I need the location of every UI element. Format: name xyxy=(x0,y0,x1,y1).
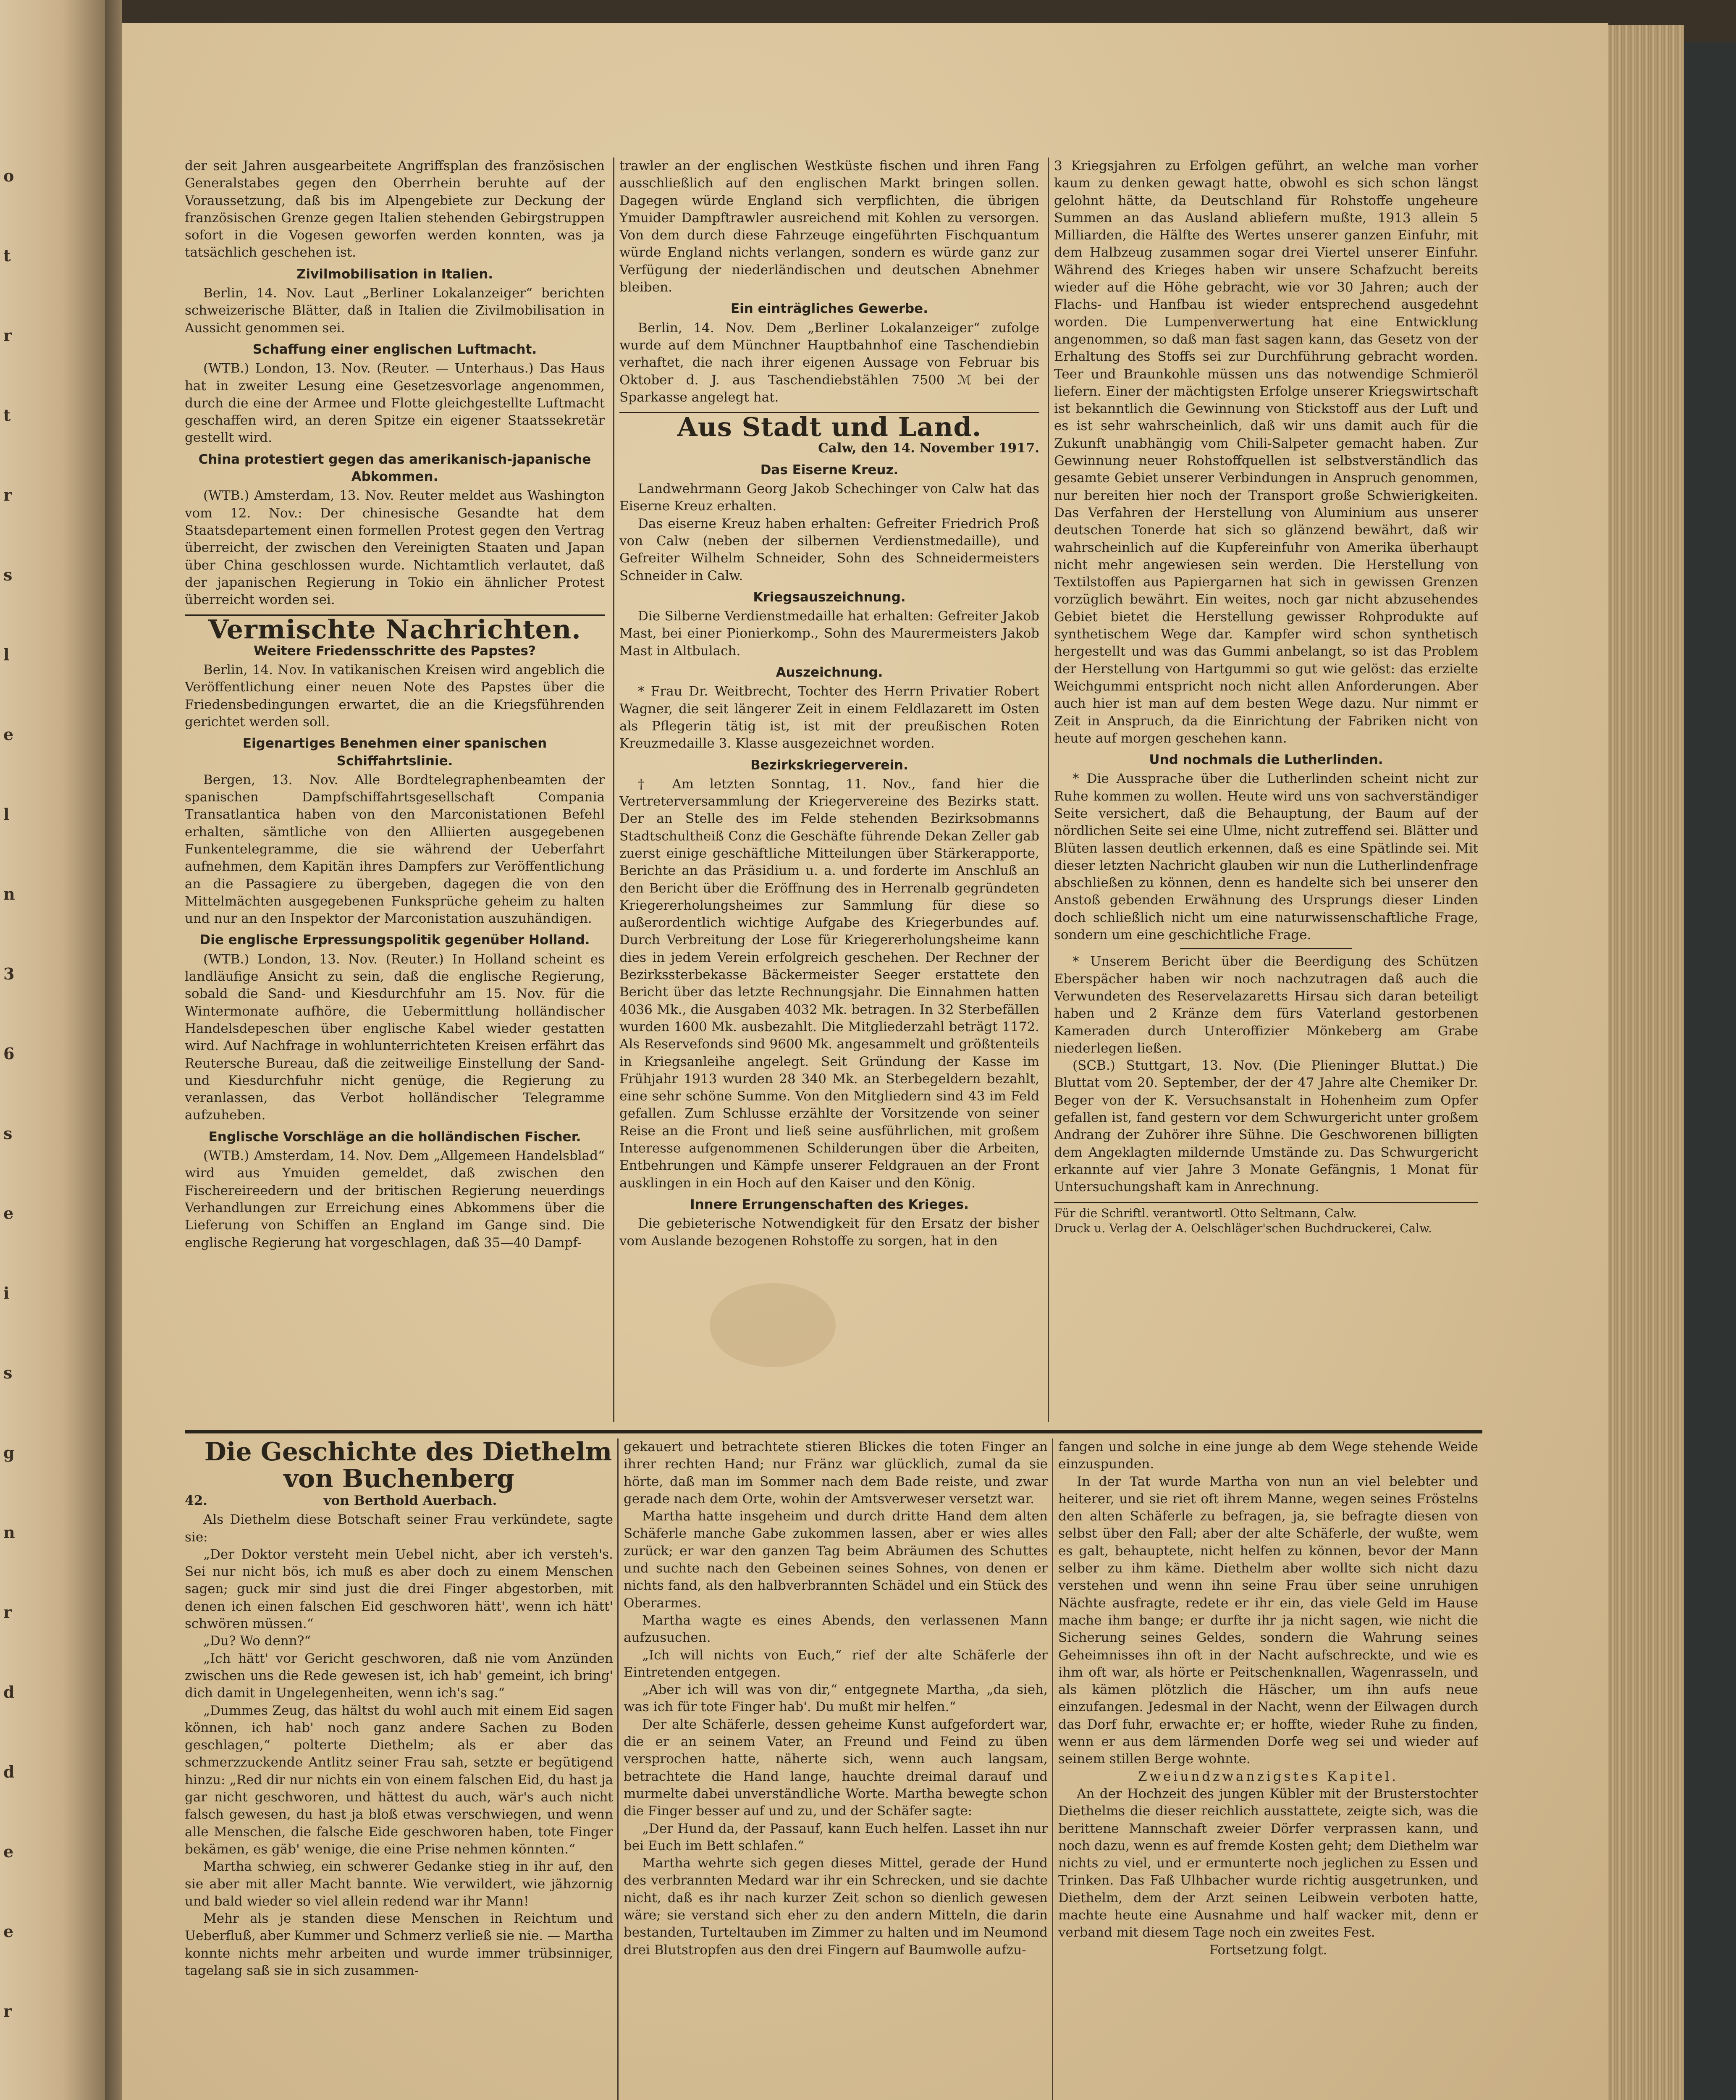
novel-paragraph: gekauert und betrachtete stieren Blickes die toten Finger an ihrer rechten Hand; nur Fränz war glücklich, zumal da sie hörte, daß man im Sommer nach dem Bade reiste, und zwar gerade nach dem Orte, wohin der Amtsverweser versetzt war. xyxy=(624,1439,1048,1507)
left-page-fragment: r xyxy=(3,1603,12,1622)
column-3 xyxy=(1054,158,1478,1426)
novel-paragraph: „Dummes Zeug, das hältst du wohl auch mit einem Eid sagen können, ich hab' noch ganz andere Sachen zu Boden geschlagen,“ polterte Diethelm; als er aber das schmerzzuckende Antlitz seiner Frau sah, setzte er begütigend hinzu: „Red dir nur nichts ein von einem falschen Eid, du hast ja gar nicht geschworen, und hättest du auch, wär's auch nicht falsch gewesen, du hast ja bloß etwas verschwiegen, und wenn alle Menschen, die falsche Eide geschworen haben, tote Finger bekämen, es gäb' wenige, die eine Prise nehmen könnten.“ xyxy=(185,1703,613,1857)
left-page-fragment: l xyxy=(3,805,10,824)
installment-number: 42. xyxy=(185,1493,207,1508)
article-heading: Auszeichnung. xyxy=(776,665,883,680)
article-text: Landwehrmann Georg Jakob Schechinger von Calw hat das Eiserne Kreuz erhalten. xyxy=(619,481,1039,514)
novel-column-3 xyxy=(1058,1438,1478,2100)
column-divider xyxy=(1052,1438,1053,2100)
left-page-fragment: s xyxy=(3,565,13,584)
novel-paragraph: „Der Hund da, der Passauf, kann Euch helfen. Lasset ihn nur bei Euch im Bett schlafen.“ xyxy=(624,1821,1048,1853)
page-edges xyxy=(1608,25,1684,2100)
article-heading: Und nochmals die Lutherlinden. xyxy=(1149,752,1383,768)
column-1 xyxy=(185,158,605,1426)
article-text: (WTB.) London, 13. Nov. (Reuter. — Unterhaus.) Das Haus hat in zweiter Lesung eine Gesetzesvorlage angenommen, durch die eine der Armee und Flotte gleichgestellte Luftmacht geschaffen wird, an deren Spitze ein eigener Staatssekretär gestellt wird. xyxy=(185,361,605,446)
novel-paragraph: An der Hochzeit des jungen Kübler mit der Brusterstochter Diethelms die dieser reichlich ausstattete, zeigte sich, was die berittene Mannschaft zweier Dörfer verprassen kann, und noch dazu, wenn es auf fremde Kosten geht; dem Diethelm war nichts zu viel, und er ermunterte noch jeglichen zu Essen und Trinken. Das Faß Ulhbacher wurde richtig ausgetrunken, und Diethelm, dem der Arzt seinen Leibwein verboten hatte, machte heute eine Ausnahme und half wacker mit, denn er verband mit diesem Tage noch ein zweites Fest. xyxy=(1058,1786,1478,1940)
novel-paragraph: fangen und solche in eine junge ab dem Wege stehende Weide einzuspunden. xyxy=(1058,1439,1478,1472)
article-text: (SCB.) Stuttgart, 13. Nov. (Die Plieninger Bluttat.) Die Bluttat vom 20. September, der der 47 Jahre alte Chemiker Dr. Beger von der K. Versuchsanstalt in Hohenheim zum Opfer gefallen ist, fand gestern vor dem Schwurgericht unter großem Andrang der Zuhörer ihre Sühne. Die Geschworenen billigten dem Angeklagten mildernde Umstände zu. Das Schwurgericht erkannte auf vier Jahre 3 Monate Gefängnis, 1 Monat für Untersuchungshaft kam in Anrechnung. xyxy=(1054,1058,1478,1195)
left-page-fragment: 6 xyxy=(3,1044,15,1063)
continuation-note: Fortsetzung folgt. xyxy=(1209,1942,1327,1958)
novel-paragraph: Martha schwieg, ein schwerer Gedanke stieg in ihr auf, den sie aber mit aller Macht bannte. Wie verwildert, wie jähzornig und bald wieder so viel allein redend war ihr Mann! xyxy=(185,1859,613,1909)
novel-column-1 xyxy=(185,1438,613,2100)
article-text: Berlin, 14. Nov. Dem „Berliner Lokalanzeiger“ zufolge wurde auf dem Münchner Hauptbahnhof eine Taschendiebin verhaftet, die nach ihrer eigenen Aussage von Februar bis Oktober d. J. aus Taschendiebstählen 7500 ℳ bei der Sparkasse angelegt hat. xyxy=(619,320,1039,405)
left-page-fragment: s xyxy=(3,1363,13,1382)
novel-title: Die Geschichte des Diethelm von Buchenberg xyxy=(204,1438,612,1494)
article-text: (WTB.) Amsterdam, 13. Nov. Reuter meldet aus Washington vom 12. Nov.: Der chinesische Gesandte hat dem Staatsdepartement einen formellen Protest gegen den Vertrag überreicht, der zwischen den Vereinigten Staaten und Japan über China geschlossen wurde. Nichtamtlich verlautet, daß der japanischen Regierung in Tokio ein ähnlicher Protest überreicht worden sei. xyxy=(185,488,605,608)
short-rule xyxy=(1180,948,1352,949)
article-heading: Weitere Friedensschritte des Papstes? xyxy=(253,643,536,659)
article-text: Die Silberne Verdienstmedaille hat erhalten: Gefreiter Jakob Mast, bei einer Pionierkomp., Sohn des Maurermeisters Jakob Mast in Altbulach. xyxy=(619,609,1039,659)
article-heading: Innere Errungenschaften des Krieges. xyxy=(690,1197,969,1212)
novel-column-2 xyxy=(624,1438,1048,2100)
article-text: Bergen, 13. Nov. Alle Bordtelegraphenbeamten der spanischen Dampfschiffahrtsgesellschaft Compania Transatlantica haben von den Marconistationen Befehl erhalten, sämtliche von den Alliierten ausgegebenen Funkentelegramme, die sie während der Ueberfahrt aufnehmen, dem Kapitän ihres Dampfers zur Veröffentlichung an die Passagiere zu übergeben, dagegen die von den Mittelmächten ausgegebenen Funksprüche geheim zu halten und nur an den Inspektor der Marconistation auszuhändigen. xyxy=(185,772,605,927)
section-title: Vermischte Nachrichten. xyxy=(208,614,581,645)
novel-paragraph: „Der Doktor versteht mein Uebel nicht, aber ich versteh's. Sei nur nicht bös, ich muß es aber doch zu einem Menschen sagen; guck mir sind just die drei Finger abgestorben, mit denen ich einen falschen Eid geschworen hätt', wenn ich hätt' schwören müssen.“ xyxy=(185,1546,613,1632)
article-text: (WTB.) Amsterdam, 14. Nov. Dem „Allgemeen Handelsblad“ wird aus Ymuiden gemeldet, daß zwischen den Fischereireedern und der britischen Regierung neuerdings Verhandlungen zur Erreichung eines Abkommens über die Lieferung von Schiffen an England im Gange sind. Die englische Regierung hat vorgeschlagen, daß 35—40 Dampf- xyxy=(185,1148,605,1250)
article-text: Die gebieterische Notwendigkeit für den Ersatz der bisher vom Auslande bezogenen Rohstoffe zu sorgen, hat in den xyxy=(619,1216,1039,1249)
novel-paragraph: Martha wagte es eines Abends, den verlassenen Mann aufzusuchen. xyxy=(624,1612,1048,1646)
article-heading: Ein einträgliches Gewerbe. xyxy=(731,301,928,317)
left-page-fragment: e xyxy=(3,1204,14,1223)
article-text: * Frau Dr. Weitbrecht, Tochter des Herrn Privatier Robert Wagner, die seit längerer Zeit in einem Feldlazarett im Osten als Pflegerin tätig ist, ist mit der preußischen Roten Kreuzmedaille 3. Klasse ausgezeichnet worden. xyxy=(619,684,1039,751)
left-page-fragment: d xyxy=(3,1762,15,1781)
novel-paragraph: „Ich will nichts von Euch,“ rief der alte Schäferle der Eintretenden entgegen. xyxy=(624,1647,1048,1680)
left-page-fragment: e xyxy=(3,725,14,744)
article-text: * Die Aussprache über die Lutherlinden scheint nicht zur Ruhe kommen zu wollen. Heute wird uns von sachverständiger Seite versichert, daß die Behauptung, der Baum auf der nördlichen Seite sei eine Ulme, nicht zutreffend sei. Blätter und Blüten lassen deutlich erkennen, daß es eine Spätlinde sei. Mit dieser letzten Nachricht glauben wir nun die Lutherlindenfrage abschließen zu können, denn es handelte sich bei unserer den Anstoß gebenden Erwähnung des Ursprungs dieser Linden doch schließlich nicht um eine naturwissenschaftliche Frage, sondern um eine geschichtliche Frage. xyxy=(1054,771,1478,943)
dateline: Calw, den 14. November 1917. xyxy=(818,441,1039,456)
newspaper-page xyxy=(122,23,1608,2100)
article-text: Das eiserne Kreuz haben erhalten: Gefreiter Friedrich Proß von Calw (neben der silbernen Verdienstmedaille), und Gefreiter Wilhelm Schneider, Sohn des Schneidermeisters Schneider in Calw. xyxy=(619,516,1039,583)
left-page-fragment: e xyxy=(3,1922,14,1941)
left-page-fragment: 3 xyxy=(3,964,15,983)
article-text: trawler an der englischen Westküste fischen und ihren Fang ausschließlich auf den englischen Markt bringen sollen. Dagegen würde England sich verpflichten, die übrigen Ymuider Dampftrawler ausreichend mit Kohlen zu versorgen. Von dem durch diese Fahrzeuge eingeführten Fischquantum würde England nichts verlangen, sondern es würde ganz zur Verfügung der niederländischen und deutschen Abnehmer bleiben. xyxy=(619,158,1039,295)
column-divider xyxy=(1048,158,1049,1422)
article-heading: Das Eiserne Kreuz. xyxy=(760,462,899,478)
left-page-fragment: n xyxy=(3,885,15,903)
left-page-fragment: r xyxy=(3,326,12,345)
novel-paragraph: „Aber ich will was von dir,“ entgegnete Martha, „da sieh, was ich für tote Finger hab'. Du mußt mir helfen.“ xyxy=(624,1682,1048,1715)
left-page-fragment: l xyxy=(3,645,10,664)
article-heading: Zivilmobilisation in Italien. xyxy=(296,266,493,282)
article-heading: Eigenartiges Benehmen einer spanischen Schiffahrtslinie. xyxy=(242,736,547,769)
chapter-heading: Zweiundzwanzigstes Kapitel. xyxy=(1138,1769,1398,1784)
book-cover xyxy=(1684,42,1736,2100)
article-heading: Schaffung einer englischen Luftmacht. xyxy=(252,341,537,357)
feuilleton-rule xyxy=(185,1430,1482,1433)
article-heading: Kriegsauszeichnung. xyxy=(753,589,906,605)
left-page-fragment: i xyxy=(3,1284,10,1302)
left-page-fragment: t xyxy=(3,246,11,265)
left-page-fragment: t xyxy=(3,406,11,425)
column-divider xyxy=(613,158,614,1422)
novel-paragraph: Martha hatte insgeheim und durch dritte Hand dem alten Schäferle manche Gabe zukommen lassen, aber er wies alles zurück; er war den ganzen Tag beim Abräumen des Schuttes und suchte nach den Gebeinen seines Sohnes, von denen er nichts fand, als den halbverbrannten Schädel und ein Stück des Oberarmes. xyxy=(624,1509,1048,1611)
novel-paragraph: Martha wehrte sich gegen dieses Mittel, gerade der Hund des verbrannten Medard war ihr ein Schrecken, und sie dachte nicht, daß es ihr nach kurzer Zeit schon so dienlich gewesen wäre; sie verstand sich eher zu den andern Mitteln, die darin bestanden, Turteltauben im Zimmer zu halten und im Neumond drei Blutstropfen aus den drei Fingern auf Baumwolle aufzu- xyxy=(624,1856,1048,1958)
article-text: † Am letzten Sonntag, 11. Nov., fand hier die Vertreterversammlung der Kriegervereine des Bezirks statt. Der an Stelle des im Felde stehenden Bezirksobmanns Stadtschultheiß Conz die Geschäfte führende Dekan Zeller gab zuerst einige geschäftliche Mitteilungen über Stärkerapporte, Berichte an das Präsidium u. a. und forderte im Anschluß an den Bericht über die Eröffnung des in Herrenalb gegründeten Kriegererholungsheimes zur Sammlung für diese so außerordentlich wichtige Aufgabe des Kriegerbundes auf. Durch Verbreitung der Lose für Kriegererholungsheime kann dies in jedem Verein erfolgreich geschehen. Der Rechner der Bezirkssterbekasse Bäckermeister Seeger erstattete den Bericht über das letzte Rechnungsjahr. Die Einnahmen hatten 4036 Mk., die Ausgaben 4032 Mk. betragen. In 32 Sterbefällen wurden 1600 Mk. ausbezahlt. Die Mitgliederzahl beträgt 1172. Als Reservefonds sind 9600 Mk. angesammelt und größtenteils in Kriegsanleihe angelegt. Seit Gründung der Kasse im Frühjahr 1913 wurden 28 340 Mk. an Sterbegeldern bezahlt, eine sehr schöne Summe. Von den Mitgliedern sind 43 im Feld gefallen. Zum Schlusse erzählte der Vorsitzende von seiner Reise an die Front und ließ seine ausführlichen, mit großem Interesse aufgenommenen Schilderungen über die Arbeiten, Entbehrungen und Kämpfe unserer Feldgrauen an der Front ausklingen in ein Hoch auf den Kaiser und den König. xyxy=(619,776,1039,1191)
left-page-fragment: e xyxy=(3,1842,14,1861)
article-heading: Die englische Erpressungspolitik gegenüber Holland. xyxy=(199,932,590,948)
imprint-editor: Für die Schriftl. verantwortl. Otto Seltmann, Calw. xyxy=(1054,1206,1357,1220)
left-page-fragment: o xyxy=(3,166,14,185)
article-heading: Englische Vorschläge an die holländischen Fischer. xyxy=(208,1129,581,1144)
article-text: (WTB.) London, 13. Nov. (Reuter.) In Holland scheint es landläufige Ansicht zu sein, daß die englische Regierung, sobald die Sand- und Kiesdurchfuhr am 15. Nov. für die Wintermonate aufhöre, die Uebermittlung holländischer Handelsdepeschen über englische Kabel wieder gestatten wird. Auf Nachfrage in wohlunterrichteten Kreisen erfährt das Reutersche Bureau, daß die zeitweilige Einstellung der Sand- und Kiesdurchfuhr nicht genüge, die Regierung zu veranlassen, das Verbot holländischer Telegramme aufzuheben. xyxy=(185,951,605,1123)
novel-author: von Berthold Auerbach. xyxy=(323,1493,497,1508)
article-heading: China protestiert gegen das amerikanisch-japanische Abkommen. xyxy=(198,452,591,485)
left-page-fragment: d xyxy=(3,1683,15,1701)
left-page-fragment: g xyxy=(3,1443,15,1462)
left-page-fragment: r xyxy=(3,486,12,504)
novel-paragraph: Der alte Schäferle, dessen geheime Kunst aufgefordert war, die er an seinem Vater, an Freund und Feind zu üben versprochen hatte, näherte sich, wenn auch langsam, betrachtete die Hand lange, hauchte dreimal darauf und murmelte dabei unverständliche Worte. Martha bewegte schon die Finger besser auf und zu, und der Schäfer sagte: xyxy=(624,1717,1048,1819)
adjacent-left-page xyxy=(0,0,105,2100)
left-page-fragment: r xyxy=(3,2002,12,2021)
novel-paragraph: Mehr als je standen diese Menschen in Reichtum und Ueberfluß, aber Kummer und Schmerz verließ sie nie. — Martha konnte nichts mehr arbeiten und wurde immer trübsinniger, tagelang saß sie in sich zusammen- xyxy=(185,1911,613,1979)
article-text: Berlin, 14. Nov. In vatikanischen Kreisen wird angeblich die Veröffentlichung einer neuen Note des Papstes über die Friedensbedingungen erwartet, die an die Kriegsführenden gerichtet werden soll. xyxy=(185,662,605,730)
imprint-publisher: Druck u. Verlag der A. Oelschläger'schen Buchdruckerei, Calw. xyxy=(1054,1221,1432,1235)
imprint xyxy=(1054,1202,1478,1236)
novel-paragraph: In der Tat wurde Martha von nun an viel belebter und heiterer, und sie riet oft ihrem Manne, wegen seines Fröstelns den alten Schäferle zu befragen, ja, sie befragte diesen von selbst über den Fall; aber der alte Schäferle, der wußte, wem es galt, behauptete, nicht helfen zu können, bevor der Mann selber zu ihm käme. Diethelm aber wollte sich nicht dazu verstehen und wenn ihn seine Frau über seine unruhigen Nächte ausfragte, redete er ihr ein, das viele Geld im Hause mache ihm bange; er durfte ihr ja nicht sagen, wie nicht die Sicherung seines Geldes, sondern die Wahrung seines Geheimnisses ihn oft in der Nacht aufschreckte, und wie es ihm oft war, als hörte er Peitschenknallen, Wagenrasseln, und als kämen plötzlich die Häscher, um ihn aufs neue einzufangen. Jedesmal in der Nacht, wenn der Eilwagen durch das Dorf fuhr, erwachte er; er hoffte, wieder Ruhe zu finden, wenn er aus dem lärmenden Dorfe weg sei und wieder auf seinem stillen Berge wohnte. xyxy=(1058,1474,1478,1767)
novel-paragraph: „Du? Wo denn?“ xyxy=(203,1633,311,1649)
column-divider xyxy=(617,1438,619,2100)
left-page-fragment: s xyxy=(3,1124,13,1143)
left-page-fragment: n xyxy=(3,1523,15,1542)
article-text: 3 Kriegsjahren zu Erfolgen geführt, an welche man vorher kaum zu denken gewagt hatte, obwohl es sich schon längst gelohnt hätte, da Deutschland für Rohstoffe ungeheure Summen an das Ausland abliefern mußte, 1913 allein 5 Milliarden, die Hälfte des Wertes unserer ganzen Einfuhr, mit dem Halbzeug zusammen sogar drei Viertel unserer Einfuhr. Während des Krieges haben wir unsere Schafzucht bereits wieder auf die Höhe gebracht, wie vor 30 Jahren; auch der Flachs- und Hanfbau ist wieder entsprechend ausgedehnt worden. Die Lumpenverwertung hat eine Entwicklung angenommen, so daß man fast sagen kann, das Gesetz von der Erhaltung des Stoffs sei zur Durchführung gebracht worden. Teer und Braunkohle müssen uns das notwendige Schmieröl liefern. Einer der mächtigsten Erfolge unserer Kriegswirtschaft ist bekanntlich die Gewinnung von Stickstoff aus der Luft und es ist sehr wahrscheinlich, daß wir uns damit auch für die Zukunft unabhängig vom Chili-Salpeter gemacht haben. Zur Gewinnung neuer Rohstoffquellen ist selbstverständlich das gesamte Gebiet unserer Verbindungen in Anspruch genommen, nur bereiten hier noch der Transport große Schwierigkeiten. Das Verfahren der Herstellung von Aluminium aus unserer deutschen Tonerde hat sich so glänzend bewährt, daß wir wahrscheinlich auf die Kupfereinfuhr von Amerika überhaupt nicht mehr angewiesen sein werden. Die Herstellung von Textilstoffen aus Papiergarnen hat sich in gewissen Grenzen vorzüglich bewährt. Ein weites, noch gar nicht abzusehendes Gebiet bietet die Herstellung gewisser Rohprodukte auf synthetischem Wege dar. Kampfer wird schon synthetisch hergestellt und was das Gummi anbelangt, so ist das Problem der Herstellung von Hartgummi so gut wie gelöst: das erzielte Weichgummi entspricht noch nicht allen Anforderungen. Aber auch hier ist man auf dem besten Wege dazu. Nur nimmt er Zeit in Anspruch, da die Einrichtung der Fabriken nicht von heute auf morgen geschehen kann. xyxy=(1054,158,1478,746)
novel-paragraph: Als Diethelm diese Botschaft seiner Frau verkündete, sagte sie: xyxy=(185,1512,613,1545)
book-spine xyxy=(105,0,122,2100)
article-heading: Bezirkskriegerverein. xyxy=(750,757,908,773)
article-text: Berlin, 14. Nov. Laut „Berliner Lokalanzeiger“ berichten schweizerische Blätter, daß in Italien die Zivilmobilisation in Aussicht genommen sei. xyxy=(185,286,605,336)
article-text: * Unserem Bericht über die Beerdigung des Schützen Eberspächer haben wir noch nachzutragen daß auch die Verwundeten des Reservelazaretts Hirsau sich daran beteiligt haben und 2 Kränze dem fürs Vaterland gestorbenen Kameraden durch Unteroffizier Mönkeberg am Grabe niederlegen ließen. xyxy=(1054,954,1478,1056)
novel-paragraph: „Ich hätt' vor Gericht geschworen, daß nie vom Anzünden zwischen uns die Rede gewesen ist, ich hab' gemeint, ich bring' dich damit in Ungelegenheiten, wenn ich's sag.“ xyxy=(185,1651,613,1701)
section-title: Aus Stadt und Land. xyxy=(677,412,982,443)
article-text: der seit Jahren ausgearbeitete Angriffsplan des französischen Generalstabes gegen den Oberrhein beruhte auf der Voraussetzung, daß bis im Alpengebiete zur Deckung der französischen Grenze gegen Italien stehenden Gebirgstruppen sofort in die Vogesen geworfen werden konnten, was ja tatsächlich geschehen ist. xyxy=(185,158,605,260)
column-2 xyxy=(619,158,1039,1426)
